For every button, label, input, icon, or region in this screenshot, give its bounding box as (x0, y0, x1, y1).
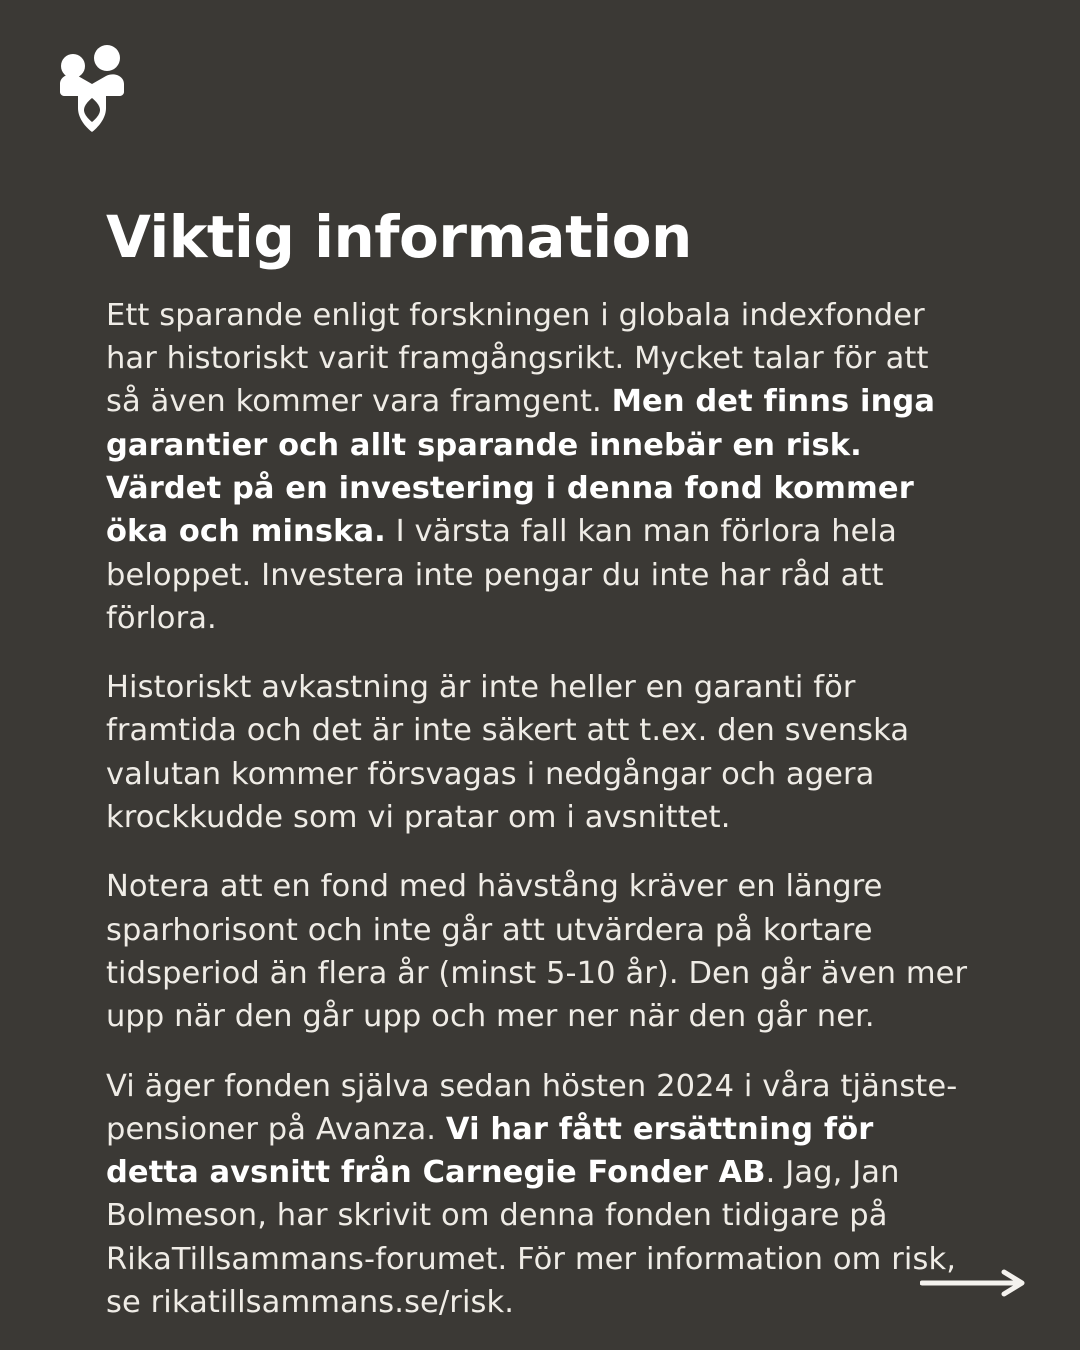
paragraph-list (106, 294, 972, 1325)
paragraph-1-segment-1: Ett sparande enligt forskningen i globala indexfonder har historiskt varit framgångsrikt. Mycket talar för att så även kommer vara framgent. (106, 297, 929, 420)
paragraph-3-segment-1: Notera att en fond med hävstång kräver en längre sparhorisont och inte går att utvärdera på kortare tidsperiod än flera år (minst 5-10 år). Den går även mer upp när den går upp och mer ner när den går ner. (106, 869, 968, 1035)
paragraph-4-segment-2: Vi har fått ersättning för detta avsnitt från Carnegie Fonder AB (106, 1111, 874, 1191)
paragraph-1 (106, 294, 972, 640)
paragraph-1-segment-3: I värsta fall kan man förlora hela beloppet. Investera inte pengar du inte har råd att förlora. (106, 514, 897, 636)
page-title: Viktig information (106, 203, 692, 271)
paragraph-1-segment-2: Men det finns inga garantier och allt sparande innebär en risk. Värdet på en investering i denna fond kommer öka och minska. (106, 384, 935, 550)
heart-people-logo-icon (40, 36, 144, 140)
paragraph-4 (106, 1065, 972, 1325)
paragraph-4-segment-1: Vi äger fonden själva sedan hösten 2024 i våra tjänste-pensioner på Avanza. (106, 1068, 958, 1147)
paragraph-2 (106, 666, 972, 839)
paragraph-3 (106, 865, 972, 1038)
arrow-right-icon[interactable] (920, 1268, 1028, 1298)
paragraph-4-segment-3: . Jag, Jan Bolmeson, har skrivit om denna fonden tidigare på RikaTillsammans-forumet. För mer information om risk, se rikatillsammans.se/risk. (106, 1155, 957, 1321)
slide-content (106, 203, 972, 1324)
paragraph-2-segment-1: Historiskt avkastning är inte heller en garanti för framtida och det är inte säkert att t.ex. den svenska valutan kommer försvagas i nedgångar och agera krockkudde som vi pratar om i avsnittet. (106, 670, 910, 836)
